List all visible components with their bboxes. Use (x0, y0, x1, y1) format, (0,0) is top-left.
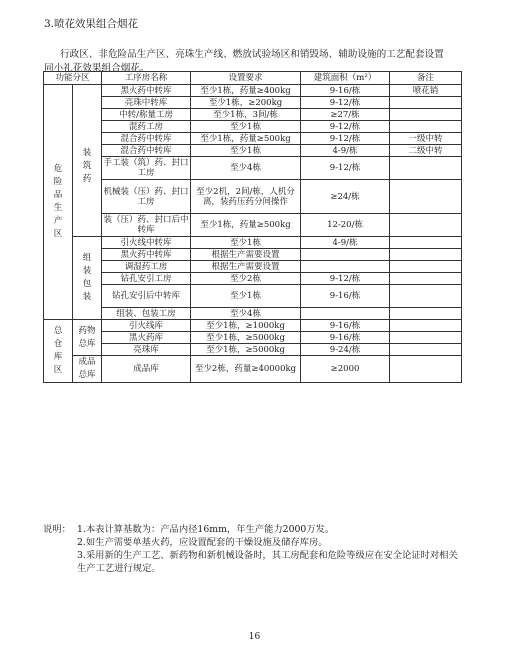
row-name: 混合药中转库 (102, 133, 191, 145)
row-remark (390, 261, 462, 273)
row-area: 4-9/栋 (301, 145, 390, 157)
group-blank (73, 85, 102, 97)
row-name: 装（压）药、封口后中转库 (103, 215, 189, 235)
note-2: 2.如生产需要单基火药，应设置配套的干燥设施及储存库房。 (77, 537, 328, 548)
row-area: 4-9/栋 (301, 237, 390, 249)
table-row (44, 249, 462, 261)
row-remark: 二级中转 (390, 145, 462, 157)
row-req: 至少1栋，药量≥400kg (191, 85, 301, 97)
row-name: 引火线中转库 (102, 237, 191, 249)
row-name: 调湿药工房 (102, 261, 191, 273)
row-remark (390, 320, 462, 332)
row-req: 至少4栋 (191, 157, 301, 180)
row-area (301, 249, 390, 261)
row-req: 至少1栋，≥200kg (191, 97, 301, 109)
row-area: 9-16/栋 (301, 320, 390, 332)
row-name: 黑火药中转库 (102, 249, 191, 261)
row-area (301, 261, 390, 273)
group-pharma-cell (73, 320, 102, 356)
row-remark (390, 109, 462, 121)
row-req: 根据生产需要设置 (191, 249, 301, 261)
header-zone: 功能分区 (44, 72, 102, 85)
row-req: 至少1栋 (191, 121, 301, 133)
row-remark (390, 332, 462, 344)
zone-storage-cell (44, 320, 73, 383)
row-name: 引火线库 (102, 320, 191, 332)
table-row (44, 237, 462, 249)
row-name: 钻孔安引后中转库 (102, 285, 191, 308)
section-heading: 3.喷花效果组合烟花 (44, 18, 139, 30)
header-area: 建筑面积（m²） (301, 72, 390, 85)
row-req: 至少1栋，≥1000kg (191, 320, 301, 332)
row-area: ≥24/栋 (301, 180, 390, 214)
row-remark (390, 285, 462, 308)
row-remark (390, 249, 462, 261)
row-req: 至少1栋 (191, 145, 301, 157)
row-area: 9-12/栋 (301, 157, 390, 180)
row-area (301, 308, 390, 320)
row-area: 9-12/栋 (301, 97, 390, 109)
row-name: 成品库 (102, 356, 191, 383)
row-area: 9-24/栋 (301, 344, 390, 356)
row-name: 亮珠中转库 (102, 97, 191, 109)
table-row (44, 85, 462, 97)
group-assembly-label: 组装包装 (82, 253, 92, 302)
row-req: 至少2机，2间/栋，人机分离，装药压药分间操作 (191, 180, 301, 214)
group-build-label: 装筑药 (82, 147, 92, 184)
row-name: 亮珠库 (102, 344, 191, 356)
table-row (44, 273, 462, 285)
row-req: 至少1栋，3间/栋 (191, 109, 301, 121)
row-req: 至少2栋，药量≥40000kg (191, 356, 301, 383)
table-row (44, 97, 462, 109)
row-area: ≥2000 (301, 356, 390, 383)
group-finished-label: 成品总库 (78, 357, 96, 380)
row-area: 12-20/栋 (301, 214, 390, 237)
table-row (44, 320, 462, 332)
row-name: 混药工房 (102, 121, 191, 133)
row-area: 9-12/栋 (301, 121, 390, 133)
group-finished-cell (73, 356, 102, 383)
row-area: 9-16/栋 (301, 85, 390, 97)
process-table (43, 71, 462, 383)
page-number: 16 (248, 632, 261, 642)
group-assembly-cell (73, 237, 102, 320)
table-row (44, 261, 462, 273)
group-build-cell (73, 97, 102, 237)
row-name: 黑火药中转库 (102, 85, 191, 97)
row-remark: 一级中转 (390, 133, 462, 145)
table-row (44, 157, 462, 180)
intro-line-2: 同小礼花效果组合烟花。 (44, 63, 150, 74)
row-req: 根据生产需要设置 (191, 261, 301, 273)
table-row (44, 109, 462, 121)
note-1: 1.本表计算基数为：产品内径16mm，年生产能力2000万发。 (77, 524, 335, 535)
row-remark (390, 237, 462, 249)
notes-label: 说明： (43, 524, 71, 535)
row-name: 组装、包装工房 (102, 308, 191, 320)
row-remark (390, 157, 462, 180)
header-requirement: 设置要求 (191, 72, 301, 85)
note-3: 3.采用新的生产工艺、新药物和新机械设备时，其工房配套和危险等级应在安全论证时对相关生产工艺进行规定。 (77, 550, 458, 574)
row-area: ≥27/栋 (301, 109, 390, 121)
row-name: 机械装（压）药、封口工房 (102, 180, 191, 214)
header-remark: 备注 (390, 72, 462, 85)
row-req: 至少1栋，药量≥500kg (191, 214, 301, 237)
row-name: 手工装（筑）药、封口工房 (103, 158, 189, 178)
row-remark (390, 344, 462, 356)
notes (43, 523, 461, 575)
table-row (44, 180, 462, 214)
zone-hazard-label: 危险品生产区 (53, 164, 63, 239)
row-req: 至少1栋，≥5000kg (191, 344, 301, 356)
row-area: 9-12/栋 (301, 273, 390, 285)
table-header-row (44, 72, 462, 85)
header-name: 工序房名称 (102, 72, 191, 85)
row-remark (390, 308, 462, 320)
row-remark (390, 121, 462, 133)
zone-hazard-cell (44, 85, 73, 320)
row-remark: 喷花销 (390, 85, 462, 97)
row-req: 至少2栋 (191, 273, 301, 285)
table-row (44, 344, 462, 356)
row-req: 至少1栋 (191, 285, 301, 308)
row-name: 黑火药库 (102, 332, 191, 344)
table-row (44, 285, 462, 308)
row-req: 至少1栋，≥5000kg (191, 332, 301, 344)
table-row (44, 332, 462, 344)
row-remark (390, 273, 462, 285)
table-row (44, 121, 462, 133)
row-area: 9-16/栋 (301, 332, 390, 344)
table-row (44, 133, 462, 145)
row-remark (390, 97, 462, 109)
row-remark (390, 214, 462, 237)
intro-line-1: 行政区、非危险品生产区、亮珠生产线、燃放试验场区和销毁场、辅助设施的工艺配套设置 (60, 49, 444, 60)
table-row (44, 356, 462, 383)
row-req: 至少1栋，药量≥500kg (191, 133, 301, 145)
row-area: 9-12/栋 (301, 133, 390, 145)
zone-storage-label: 总仓库区 (53, 326, 63, 375)
row-remark (390, 356, 462, 383)
table-row (44, 308, 462, 320)
group-pharma-label: 药物总库 (78, 325, 96, 349)
row-name: 混合药中转库 (102, 145, 191, 157)
row-req: 至少4栋 (191, 308, 301, 320)
row-name: 钻孔安引工房 (102, 273, 191, 285)
row-req: 至少1栋 (191, 237, 301, 249)
table-row (44, 214, 462, 237)
table-row (44, 145, 462, 157)
row-area: 9-16/栋 (301, 285, 390, 308)
row-remark (390, 180, 462, 214)
row-name: 中转/称量工房 (102, 109, 191, 121)
